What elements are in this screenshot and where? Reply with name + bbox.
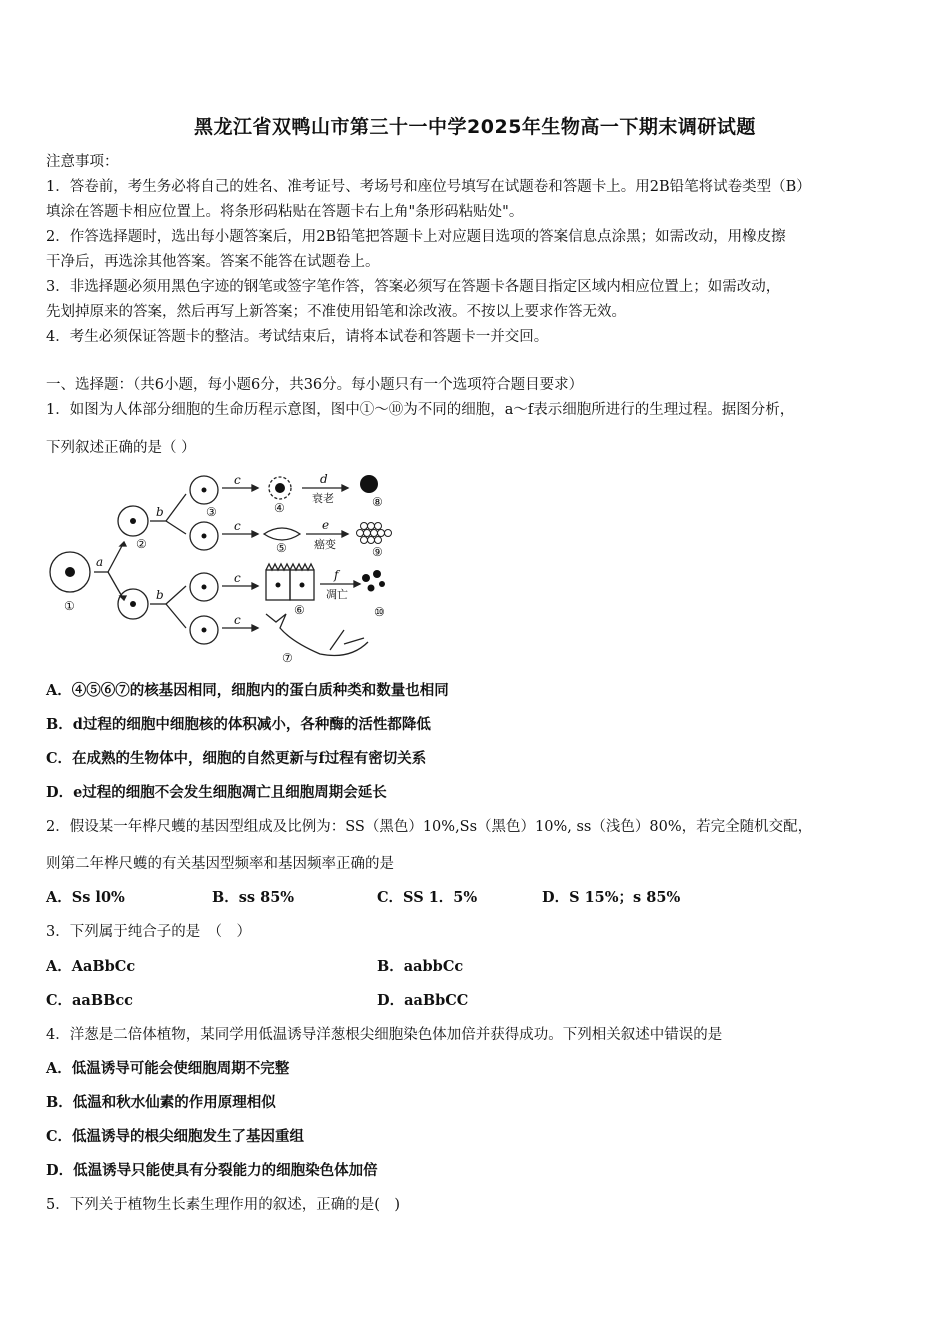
q2-option-d: D．S 15%；s 85%	[542, 889, 681, 906]
q3-option-a: A．AaBbCc	[46, 958, 136, 975]
q4-option-c: C．低温诱导的根尖细胞发生了基因重组	[46, 1128, 305, 1145]
q4-option-a: A．低温诱导可能会使细胞周期不完整	[46, 1060, 290, 1077]
q1-option-a: A．④⑤⑥⑦的核基因相同，细胞内的蛋白质种类和数量也相同	[46, 682, 449, 699]
notice-line: 干净后，再选涂其他答案。答案不能答在试题卷上。	[46, 254, 380, 270]
cell-9	[357, 523, 392, 544]
notice-heading: 注意事项：	[46, 154, 119, 170]
label-cancer: 癌变	[314, 538, 336, 551]
notice-line: 4．考生必须保证答题卡的整洁。考试结束后，请将本试卷和答题卡一并交回。	[46, 329, 549, 345]
label-c: c	[234, 473, 241, 487]
notice-line: 先划掉原来的答案，然后再写上新答案；不准使用铅笔和涂改液。不按以上要求作答无效。	[46, 304, 626, 320]
q4-stem: 4．洋葱是二倍体植物，某同学用低温诱导洋葱根尖细胞染色体加倍并获得成功。下列相关叙述中错误的是	[46, 1027, 723, 1043]
num-9: ⑨	[372, 545, 383, 559]
label-death: 凋亡	[326, 588, 348, 601]
q3-option-d: D．aaBbCC	[377, 992, 469, 1009]
notice-line: 1．答卷前，考生务必将自己的姓名、准考证号、考场号和座位号填写在试题卷和答题卡上。用2B铅笔将试卷类型（B）	[46, 179, 811, 195]
page-title: 黑龙江省双鸭山市第三十一中学2025年生物高一下期末调研试题	[194, 116, 756, 138]
notice-line: 3．非选择题必须用黑色字迹的钢笔或签字笔作答，答案必须写在答题卡各题目指定区域内相应位置上；如需改动，	[46, 279, 781, 295]
num-6: ⑥	[294, 603, 305, 617]
cell-8	[360, 475, 378, 493]
cell-7	[266, 614, 368, 656]
label-f: f	[334, 568, 339, 582]
notice-line: 填涂在答题卡相应位置上。将条形码粘贴在答题卡右上角"条形码粘贴处"。	[46, 204, 524, 220]
num-10: ⑩	[374, 605, 385, 619]
q1-option-d: D．e过程的细胞不会发生细胞凋亡且细胞周期会延长	[46, 784, 387, 801]
label-d: d	[320, 472, 328, 486]
q2-option-c: C．SS 1．5%	[377, 889, 478, 906]
q1-option-b: B．d过程的细胞中细胞核的体积减小，各种酶的活性都降低	[46, 716, 431, 733]
notice-line: 2．作答选择题时，选出每小题答案后，用2B铅笔把答题卡上对应题目选项的答案信息点涂黑；如需改动，用橡皮擦	[46, 229, 786, 245]
q2-option-a: A．Ss l0%	[46, 889, 125, 906]
num-8: ⑧	[372, 495, 383, 509]
q1-stem: 1．如图为人体部分细胞的生命历程示意图，图中①～⑩为不同的细胞，a～f表示细胞所进行的生理过程。据图分析，	[46, 402, 795, 418]
q1-stem: 下列叙述正确的是（ ）	[46, 440, 196, 456]
q3-option-b: B．aabbCc	[377, 958, 464, 975]
q4-option-d: D．低温诱导只能使具有分裂能力的细胞染色体加倍	[46, 1162, 378, 1179]
q2-option-b: B．ss 85%	[212, 889, 295, 906]
label-b: b	[156, 588, 164, 602]
num-2: ②	[136, 537, 147, 551]
q4-option-b: B．低温和秋水仙素的作用原理相似	[46, 1094, 276, 1111]
q5-stem: 5．下列关于植物生长素生理作用的叙述，正确的是( )	[46, 1197, 401, 1213]
section-heading: 一、选择题：（共6小题，每小题6分，共36分。每小题只有一个选项符合题目要求）	[46, 377, 584, 393]
label-e: e	[322, 518, 330, 532]
cell-life-history-diagram	[44, 466, 404, 672]
num-7: ⑦	[282, 651, 293, 665]
num-4: ④	[274, 501, 285, 515]
num-5: ⑤	[276, 541, 287, 555]
num-1: ①	[64, 599, 75, 613]
label-b: b	[156, 505, 164, 519]
label-c: c	[234, 613, 241, 627]
q2-stem: 则第二年桦尺蠖的有关基因型频率和基因频率正确的是	[46, 856, 394, 872]
q1-option-c: C．在成熟的生物体中，细胞的自然更新与f过程有密切关系	[46, 750, 427, 767]
label-aging: 衰老	[312, 492, 334, 505]
label-c: c	[234, 571, 241, 585]
label-c: c	[234, 519, 241, 533]
cell-5	[264, 528, 300, 540]
q3-option-c: C．aaBBcc	[46, 992, 133, 1009]
q3-stem: 3．下列属于纯合子的是 （ ）	[46, 924, 251, 940]
label-a: a	[96, 555, 104, 569]
num-3: ③	[206, 505, 217, 519]
cell-10	[362, 574, 370, 582]
q2-stem: 2．假设某一年桦尺蠖的基因型组成及比例为：SS（黑色）10%,Ss（黑色）10%, ss（浅色）80%，若完全随机交配，	[46, 819, 813, 835]
